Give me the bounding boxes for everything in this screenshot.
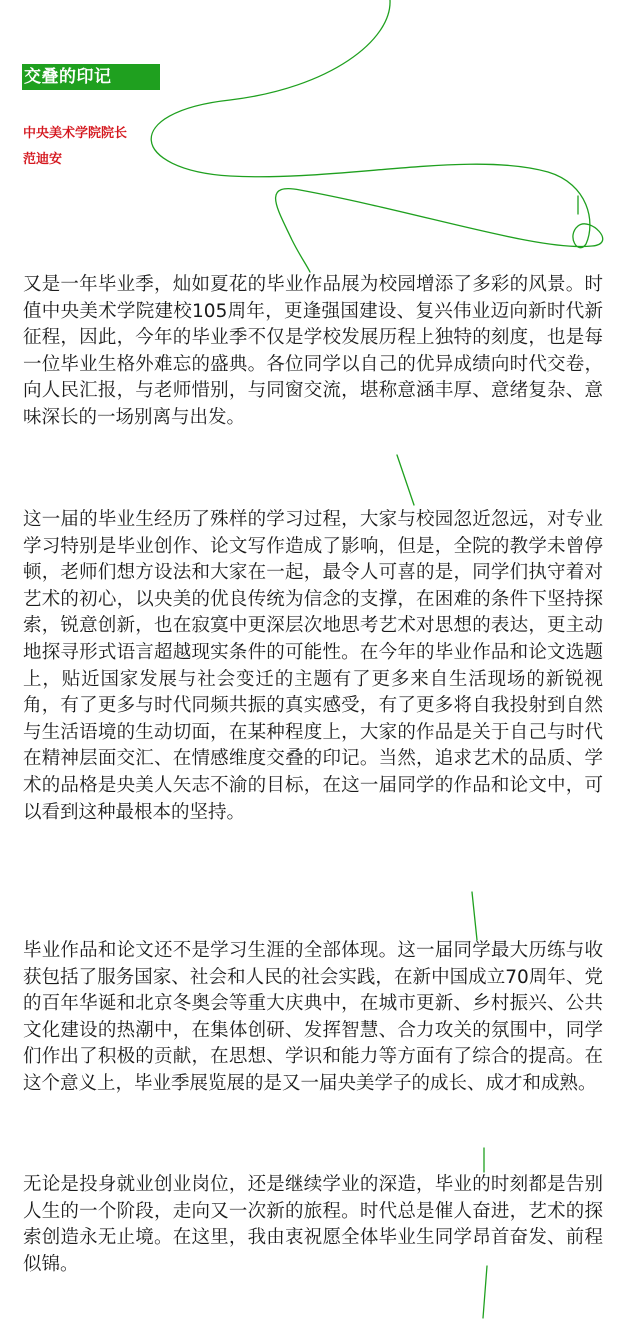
author-role: 中央美术学院院长 xyxy=(23,126,128,141)
connector-line-1 xyxy=(397,455,414,505)
swirl-line xyxy=(151,0,603,272)
author-block xyxy=(23,121,127,173)
author-name: 范迪安 xyxy=(23,152,63,167)
connector-line-2 xyxy=(472,892,477,940)
paragraph-1: 又是一年毕业季，灿如夏花的毕业作品展为校园增添了多彩的风景。时值中央美术学院建校105周年，更逢强国建设、复兴伟业迈向新时代新征程，因此，今年的毕业季不仅是学校发展历程上独特的刻度，也是每一位毕业生格外难忘的盛典。各位同学以自己的优异成绩向时代交卷，向人民汇报，与老师惜别，与同窗交流，堪称意涵丰厚、意绪复杂、意味深长的一场别离与出发。 xyxy=(23,274,603,428)
article-title: 交叠的印记 xyxy=(22,64,160,90)
paragraph-4: 无论是投身就业创业岗位，还是继续学业的深造，毕业的时刻都是告别人生的一个阶段，走向又一次新的旅程。时代总是催人奋进，艺术的探索创造永无止境。在这里，我由衷祝愿全体毕业生同学昂首奋发、前程似锦。 xyxy=(23,1174,603,1275)
paragraph-2: 这一届的毕业生经历了殊样的学习过程，大家与校园忽近忽远，对专业学习特别是毕业创作、论文写作造成了影响，但是，全院的教学未曾停顿，老师们想方设法和大家在一起，最令人可喜的是，同学们执守着对艺术的初心，以央美的优良传统为信念的支撑，在困难的条件下坚持探索，锐意创新，也在寂寞中更深层次地思考艺术对思想的表达，更主动地探寻形式语言超越现实条件的可能性。在今年的毕业作品和论文选题上，贴近国家发展与社会变迁的主题有了更多来自生活现场的新锐视角，有了更多与时代同频共振的真实感受，有了更多将自我投射到自然与生活语境的生动切面，在某种程度上，大家的作品是关于自己与时代在精神层面交汇、在情感维度交叠的印记。当然，追求艺术的品质、学术的品格是央美人矢志不渝的目标，在这一届同学的作品和论文中，可以看到这种最根本的坚持。 xyxy=(23,509,603,823)
paragraph-3: 毕业作品和论文还不是学习生涯的全部体现。这一届同学最大历练与收获包括了服务国家、社会和人民的社会实践，在新中国成立70周年、党的百年华诞和北京冬奥会等重大庆典中，在城市更新、乡村振兴、公共文化建设的热潮中，在集体创研、发挥智慧、合力攻关的氛围中，同学们作出了积极的贡献，在思想、学识和能力等方面有了综合的提高。在这个意义上，毕业季展览展的是又一届央美学子的成长、成才和成熟。 xyxy=(23,940,603,1094)
